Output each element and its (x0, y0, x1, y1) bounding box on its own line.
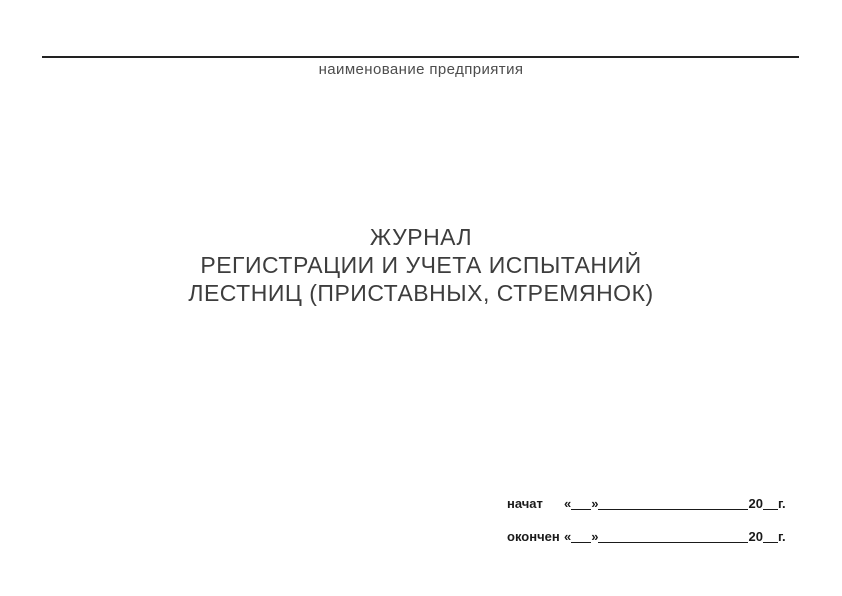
day-blank-line (571, 505, 591, 510)
month-blank-line (598, 538, 748, 543)
year-blank-line (763, 538, 778, 543)
year-suffix: г. (777, 496, 786, 511)
year-prefix: 20 (748, 496, 763, 511)
enterprise-name-caption: наименование предприятия (318, 61, 524, 78)
date-fill-in-block (507, 496, 807, 562)
close-guillemet: » (591, 496, 599, 511)
enterprise-name-line (42, 56, 799, 58)
journal-title (0, 223, 842, 307)
year-suffix: г. (777, 529, 786, 544)
title-line-1: ЖУРНАЛ (369, 224, 473, 250)
open-guillemet: « (564, 529, 572, 544)
finished-row (507, 529, 807, 545)
started-label: начат (507, 496, 543, 511)
year-prefix: 20 (748, 529, 763, 544)
started-row (507, 496, 807, 512)
open-guillemet: « (564, 496, 572, 511)
title-line-2: РЕГИСТРАЦИИ И УЧЕТА ИСПЫТАНИЙ (200, 252, 642, 278)
finished-label: окончен (507, 529, 560, 544)
year-blank-line (763, 505, 778, 510)
close-guillemet: » (591, 529, 599, 544)
month-blank-line (598, 505, 748, 510)
day-blank-line (571, 538, 591, 543)
title-line-3: ЛЕСТНИЦ (ПРИСТАВНЫХ, СТРЕМЯНОК) (188, 280, 654, 306)
